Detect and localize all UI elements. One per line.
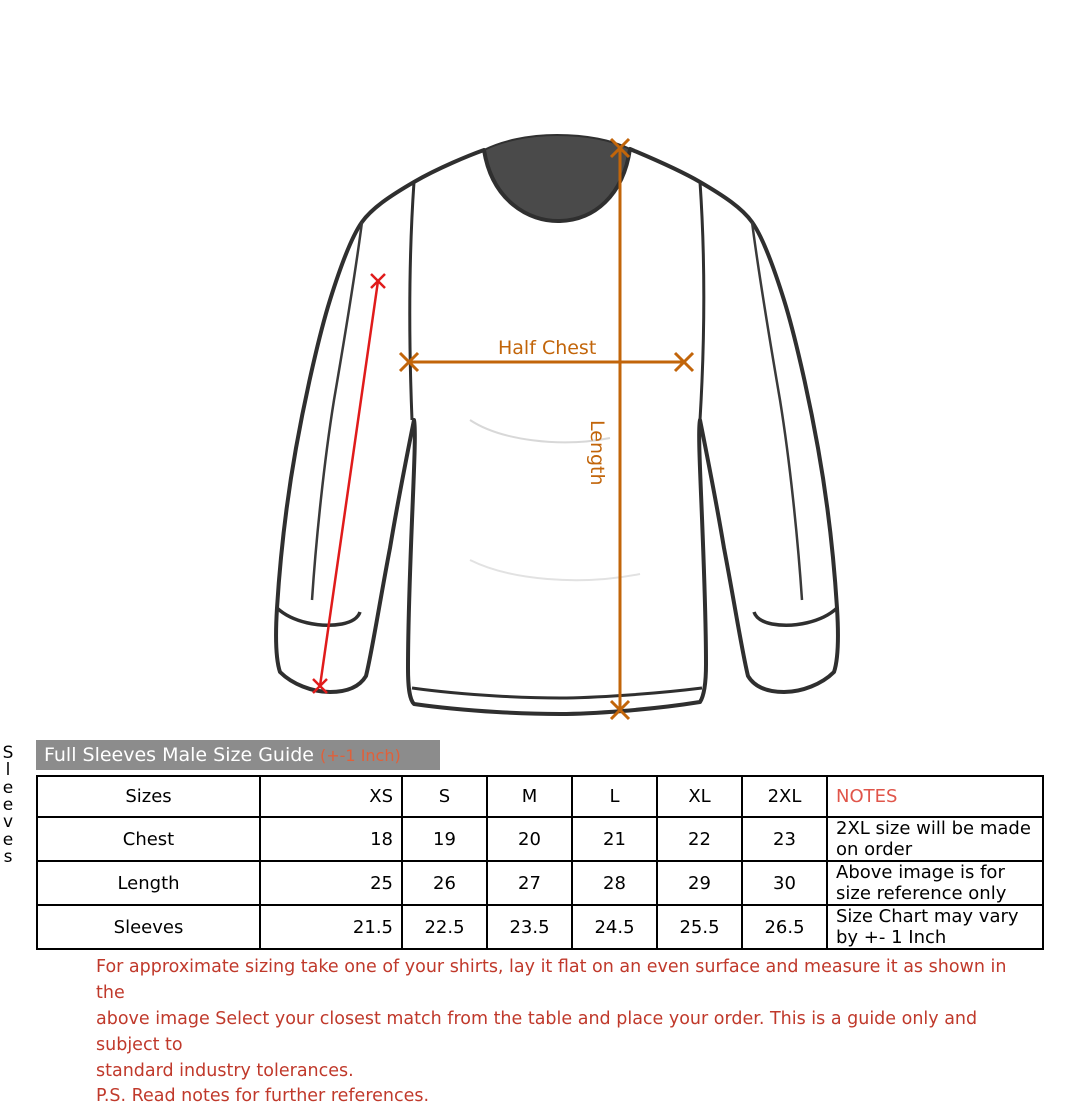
table-row: [37, 905, 1043, 949]
cell-sleeves-xs: 21.5: [260, 905, 402, 949]
table-row: [37, 817, 1043, 861]
cell-length-xs: 25: [260, 861, 402, 905]
header-xs: XS: [260, 776, 402, 817]
row-label-length: Length: [37, 861, 260, 905]
cell-sleeves-2xl: 26.5: [742, 905, 827, 949]
cell-sleeves-s: 22.5: [402, 905, 487, 949]
footer-line-4: P.S. Read notes for further references.: [96, 1086, 430, 1107]
footer-instructions: [96, 955, 1016, 1110]
half-chest-label: Half Chest: [498, 337, 597, 359]
sleeves-letter: e: [2, 794, 14, 815]
cell-chest-xs: 18: [260, 817, 402, 861]
note-chest: 2XL size will be made on order: [827, 817, 1043, 861]
footer-line-3: standard industry tolerances.: [96, 1060, 354, 1081]
sleeves-letter: v: [2, 812, 14, 833]
header-xl: XL: [657, 776, 742, 817]
sleeves-letter: S: [2, 743, 14, 763]
cell-length-2xl: 30: [742, 861, 827, 905]
sleeves-letter: s: [3, 846, 13, 867]
page-title: Full Sleeves Male Size Guide: [44, 744, 314, 766]
length-label: Length: [586, 420, 608, 486]
cell-length-m: 27: [487, 861, 572, 905]
cell-sleeves-m: 23.5: [487, 905, 572, 949]
table-header-row: [37, 776, 1043, 817]
cell-sleeves-xl: 25.5: [657, 905, 742, 949]
cell-chest-2xl: 23: [742, 817, 827, 861]
footer-line-2: above image Select your closest match from the table and place your order. This is a guide only and subject to: [96, 1008, 978, 1055]
header-notes: NOTES: [827, 776, 1043, 817]
header-sizes: Sizes: [37, 776, 260, 817]
header-s: S: [402, 776, 487, 817]
size-guide-title-bar: [36, 740, 440, 770]
cell-length-xl: 29: [657, 861, 742, 905]
cell-chest-l: 21: [572, 817, 657, 861]
cell-chest-s: 19: [402, 817, 487, 861]
sleeves-letter: e: [2, 829, 14, 850]
sleeves-letter: l: [5, 760, 11, 781]
note-sleeves: Size Chart may vary by +- 1 Inch: [827, 905, 1043, 949]
row-label-sleeves: Sleeves: [37, 905, 260, 949]
header-m: M: [487, 776, 572, 817]
row-label-chest: Chest: [37, 817, 260, 861]
cell-length-l: 28: [572, 861, 657, 905]
page-title-tolerance: (+-1 Inch): [320, 745, 401, 765]
note-length: Above image is for size reference only: [827, 861, 1043, 905]
table-row: [37, 861, 1043, 905]
sleeves-letter: e: [2, 777, 14, 798]
size-chart-table: [36, 775, 1044, 950]
cell-length-s: 26: [402, 861, 487, 905]
footer-line-1: For approximate sizing take one of your shirts, lay it flat on an even surface and measure it as shown in the: [96, 957, 1007, 1003]
header-l: L: [572, 776, 657, 817]
cell-chest-m: 20: [487, 817, 572, 861]
header-2xl: 2XL: [742, 776, 827, 817]
sleeves-label: [0, 745, 16, 866]
cell-sleeves-l: 24.5: [572, 905, 657, 949]
cell-chest-xl: 22: [657, 817, 742, 861]
